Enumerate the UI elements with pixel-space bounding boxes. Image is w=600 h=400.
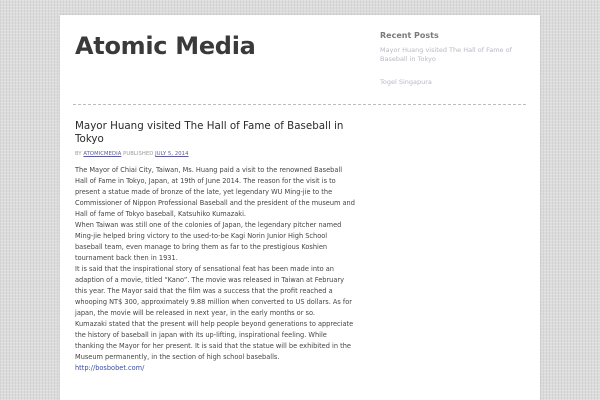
author-link[interactable]: ATOMICMEDIA [83, 151, 122, 157]
date-link[interactable]: JULY 5, 2014 [155, 151, 189, 157]
post-article [75, 120, 355, 374]
paragraph: The Mayor of Chiai City, Taiwan, Ms. Huang paid a visit to the renowned Baseball Hall of Fame in Tokyo, Japan, at 19th of June 2014. The reason for the visit is to present a statue made of bronze of the late, yet legendary WU Ming-jie to the Commissioner of Nippon Professional Baseball and the president of the museum and Hall of fame of Tokyo baseball, Katsuhiko Kumazaki. [75, 166, 355, 218]
recent-posts-widget [380, 31, 530, 87]
paragraph: Kumazaki stated that the present will help people beyond generations to appreciate the history of baseball in japan with its up-lifting, inspirational feeling. While thanking the Mayor for her present. It is said that the statue will be exhibited in the Museum permanently, in the section of high school baseballs. [75, 320, 354, 361]
paragraph: It is said that the inspirational story of sensational feat has been made into an adaption of a movie, titled “Kano”. The movie was released in Taiwan at February this year. The Mayor said that the film was a success that the profit reached a whooping NT$ 300, approximately 9.88 million when converted to US dollars. As for japan, the movie will be released in next year, in the early months or so. [75, 265, 352, 317]
site-title[interactable]: Atomic Media [75, 32, 256, 60]
post-title[interactable]: Mayor Huang visited The Hall of Fame of Baseball in Tokyo [75, 120, 344, 145]
list-item [380, 46, 530, 64]
widget-title: Recent Posts [380, 31, 439, 40]
recent-post-link[interactable]: Mayor Huang visited The Hall of Fame of Baseball in Tokyo [380, 46, 512, 63]
post-meta [75, 151, 355, 158]
by-label: BY [75, 151, 82, 157]
recent-posts-list [380, 46, 530, 87]
header-divider [73, 104, 526, 105]
list-item [380, 78, 530, 87]
paragraph [75, 363, 355, 374]
published-label: PUBLISHED [123, 151, 154, 157]
paragraph: When Taiwan was still one of the colonies of Japan, the legendary pitcher named Ming-jie helped bring victory to the used-to-be Kagi Norin Junior High School baseball team, even manage to bring them as far to the prestigious Koshien tournament back then in 1931. [75, 221, 342, 262]
recent-post-link[interactable]: Togel Singapura [380, 78, 432, 86]
external-link[interactable]: http://bosbobet.com/ [75, 364, 145, 372]
page-container [60, 15, 540, 400]
post-content [75, 165, 355, 374]
